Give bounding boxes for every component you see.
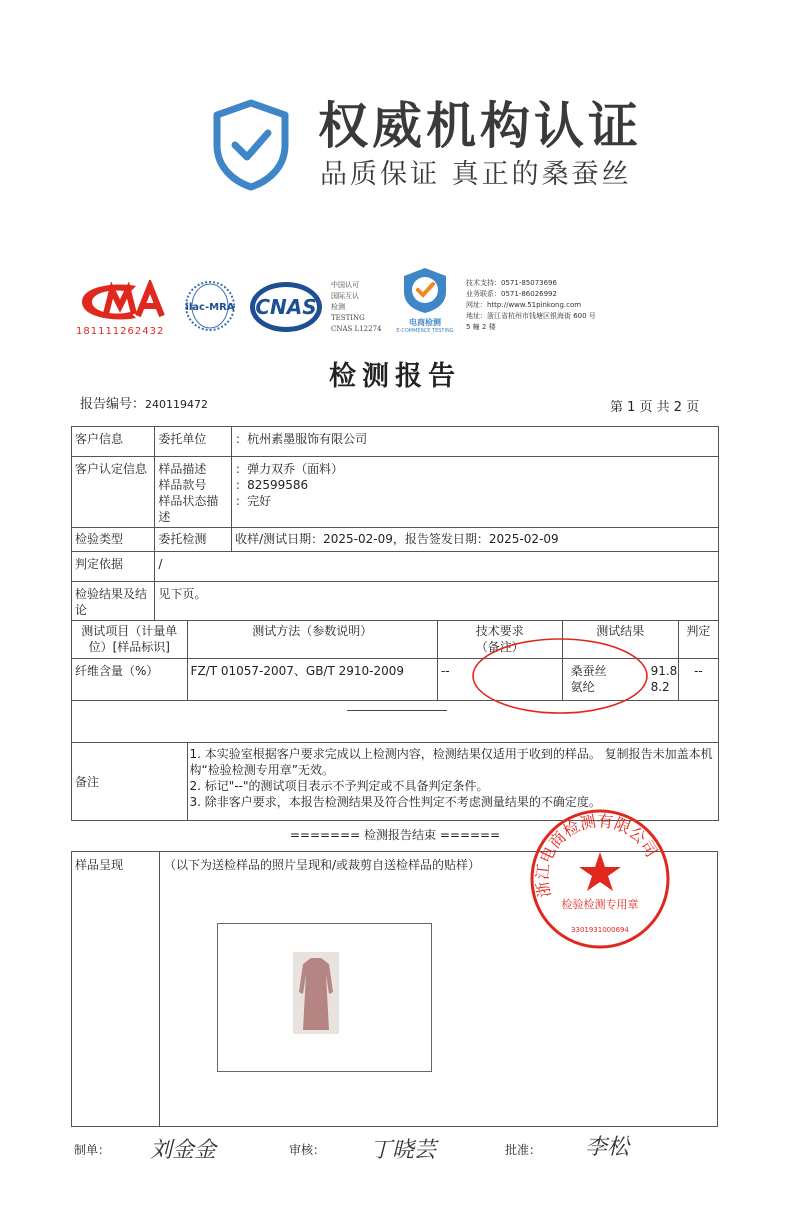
svg-text:CNAS: CNAS [255,295,317,319]
test-requirement: -- [437,659,562,701]
header-method: 测试方法（参数说明） [187,621,437,659]
contact-line: 网址：http://www.51pinkong.com [466,301,582,309]
confirmed-fields [155,457,232,528]
contact-info [466,278,616,333]
result-highlight-ellipse [470,636,650,716]
basis-row [72,552,719,582]
report-number [80,393,208,412]
sample-photo-frame [217,923,432,1072]
report-number-label: 报告编号： [80,397,146,412]
field-sample-desc: 样品描述 [158,462,207,476]
value-sample-style: ：82599586 [235,478,309,492]
remarks-label: 备注 [72,743,188,821]
test-method: FZ/T 01057-2007、GB/T 2910-2009 [187,659,437,701]
header-requirement: 技术要求（备注） [437,621,562,659]
contact-line: 技术支持：0571-85073696 [466,279,557,287]
prepared-signature: 刘金金 [150,1138,217,1163]
banner-subtitle: 品质保证 真正的桑蚕丝 [320,159,632,190]
test-item: 纤维含量（%） [72,659,188,701]
ilac-mra-logo [180,280,240,332]
stamp-code: 3301931000694 [571,926,629,934]
contact-line: 地址：浙江省杭州市钱塘区银海街 600 号 [466,312,596,320]
result-fiber-value: 8.2 [650,680,670,694]
reviewed-signature: 丁晓芸 [370,1138,437,1163]
remark-item: 2. 标记"--"的测试项目表示不予判定或不具备判定条件。 [189,779,489,793]
svg-text:ilac-MRA: ilac-MRA [185,302,235,313]
remark-item: 3. 除非客户要求，本报告检测结果及符合性判定不考虑测量结果的不确定度。 [189,795,601,809]
ecommerce-testing-logo [390,266,460,334]
end-rule [347,710,447,711]
confirmed-values [232,457,719,528]
result-fiber-value: 91.8 [650,664,678,678]
header-judgement: 判定 [678,621,718,659]
header-item: 测试项目（计量单位）[样品标识] [72,621,188,659]
customer-row [72,427,719,457]
basis-label: 判定依据 [72,552,155,582]
ecommerce-label-en: E-COMMERCE TESTING [396,328,454,334]
customer-label: 客户信息 [72,427,155,457]
accreditation-line: 检测 [331,303,345,311]
official-stamp [529,808,671,950]
shield-check-icon [211,99,291,191]
field-sample-state: 样品状态描述 [158,494,219,524]
field-sample-style: 样品款号 [158,478,207,492]
conclusion-row [72,582,719,621]
result-fiber-name: 氨纶 [570,680,595,694]
basis-value: / [155,552,719,582]
report-title: 检测报告 [329,361,461,392]
contact-line: 5 幢 2 楼 [466,323,496,331]
ecommerce-shield-icon [400,266,450,314]
cnas-accreditation-text [331,280,391,335]
accreditation-line: CNAS L12274 [331,325,382,333]
header-result: 测试结果 [562,621,678,659]
customer-field: 委托单位 [155,427,232,457]
report-table [71,426,719,821]
conclusion-label: 检验结果及结论 [72,582,155,621]
inspection-type-value: 委托检测 [155,528,232,552]
sample-divider [159,852,160,1126]
prepared-label: 制单： [74,1143,111,1157]
cma-number: 181111262432 [76,326,165,337]
accreditation-line: 中国认可 [331,281,359,289]
conclusion-value: 见下页。 [155,582,719,621]
cma-logo [76,280,171,336]
remark-item: 1. 本实验室根据客户要求完成以上检测内容，检测结果仅适用于收到的样品。 复制报告未加盖本机构“检验检测专用章”无效。 [189,747,713,777]
cnas-logo [248,280,324,334]
stamp-company: 浙江电商检测有限公司 [532,811,662,900]
end-line: ======= 检测报告结束 ====== [289,828,501,842]
value-sample-desc: ：弹力双乔（面料） [235,462,344,476]
inspection-dates: 收样/测试日期：2025-02-09，报告签发日期：2025-02-09 [232,528,719,552]
approved-signature: 李松 [585,1135,630,1160]
inspection-type-label: 检验类型 [72,528,155,552]
customer-value: ：杭州素墨服饰有限公司 [232,427,719,457]
value-sample-state: ：完好 [235,494,272,508]
star-icon [579,852,621,891]
stamp-purpose: 检验检测专用章 [561,898,639,911]
approved-label: 批准： [505,1143,542,1157]
sample-note: （以下为送检样品的照片呈现和/或裁剪自送检样品的贴样） [164,858,481,872]
contact-line: 业务联系：0571-86026992 [466,290,557,298]
sample-label: 样品呈现 [75,858,124,872]
page-info: 第 1 页 共 2 页 [610,400,700,415]
sample-photo [293,952,339,1034]
result-fiber-name: 桑蚕丝 [570,664,607,678]
test-judgement: -- [678,659,718,701]
inspection-type-row [72,528,719,552]
confirmed-info-row [72,457,719,528]
banner-title: 权威机构认证 [318,97,642,155]
ecommerce-label: 电商检测 [409,318,441,327]
confirmed-label: 客户认定信息 [72,457,155,528]
accreditation-line: 国际互认 [331,292,359,300]
reviewed-label: 审核： [289,1143,326,1157]
accreditation-line: TESTING [331,314,365,322]
report-number-value: 240119472 [145,398,209,411]
